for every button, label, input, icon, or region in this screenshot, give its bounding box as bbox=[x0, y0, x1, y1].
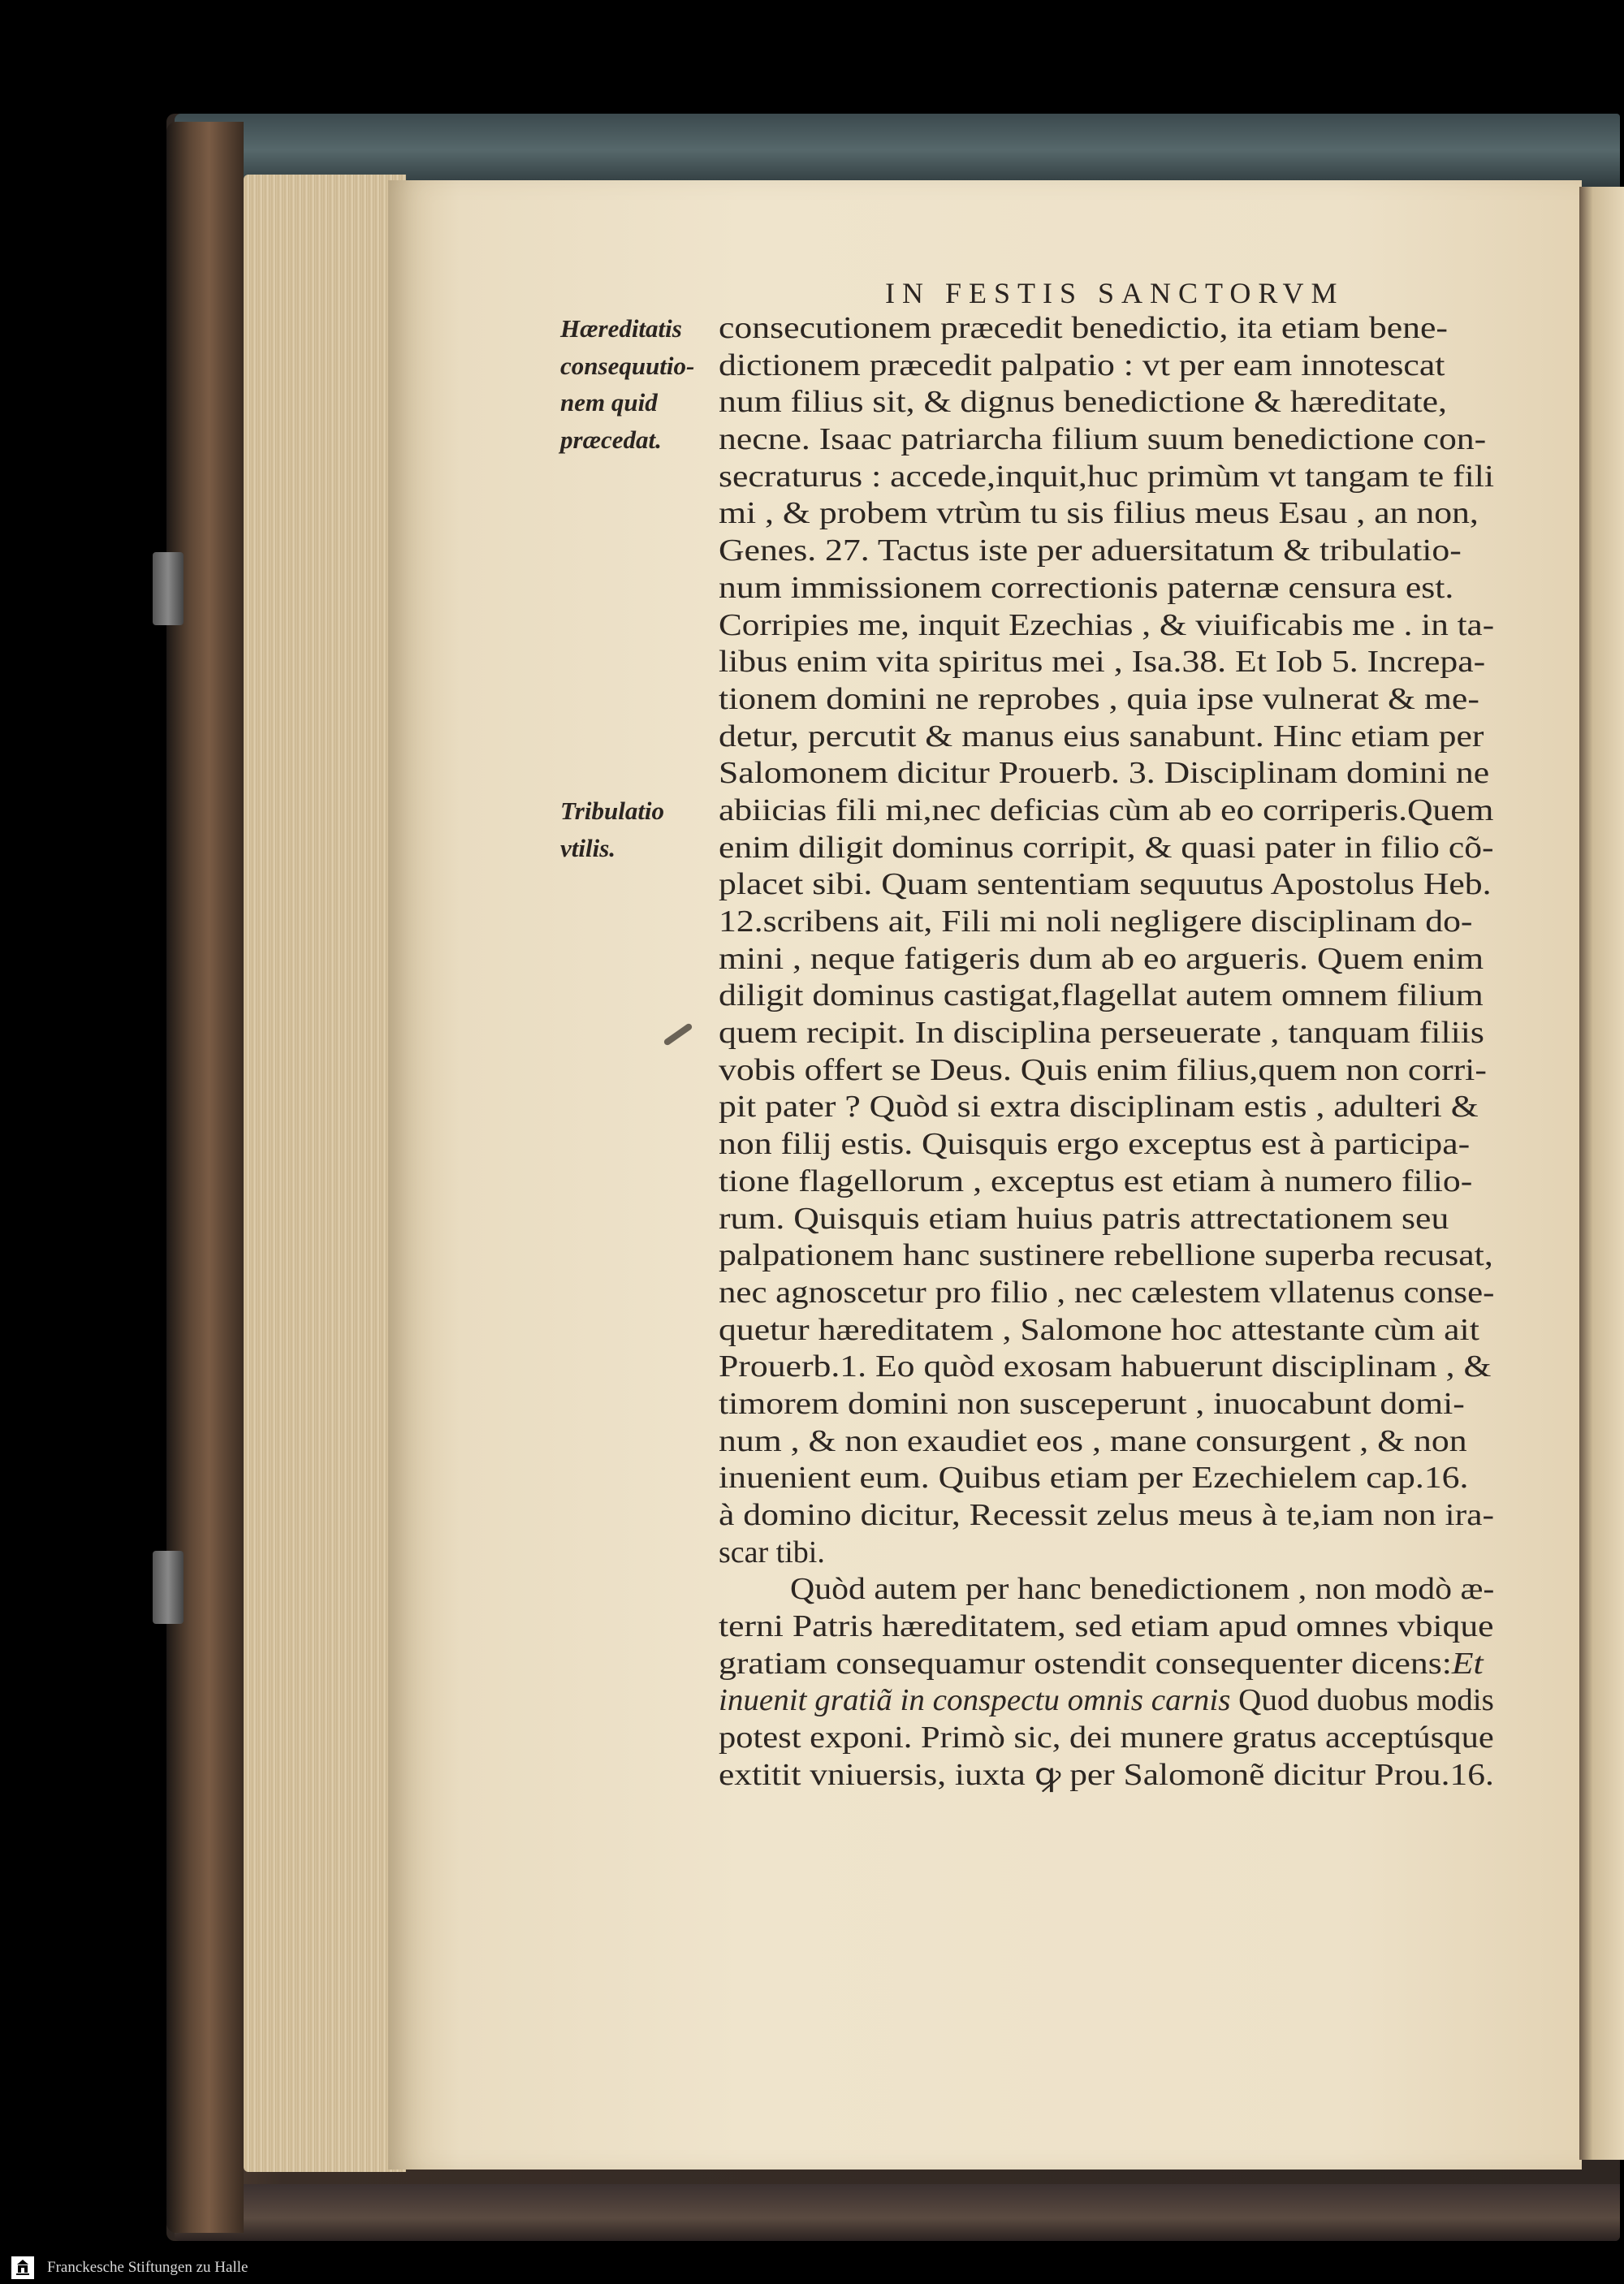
margin-note-line: consequutio- bbox=[560, 351, 695, 380]
text-line: libus enim vita spiritus mei , Isa.38. Et Iob 5. Increpa- bbox=[719, 645, 1486, 680]
margin-note-tribulation bbox=[560, 792, 723, 866]
text-line: rum. Quisquis etiam huius patris attrectationem seu bbox=[719, 1201, 1449, 1236]
facing-page-edge bbox=[1579, 187, 1624, 2160]
institution-logo-icon bbox=[11, 2256, 34, 2279]
text-line: scar tibi. bbox=[719, 1535, 825, 1569]
text-line: dictionem præcedit palpatio : vt per eam innotescat bbox=[719, 348, 1445, 382]
margin-note-line: vtilis. bbox=[560, 833, 616, 862]
text-span: Quod duobus modis bbox=[1230, 1683, 1494, 1718]
text-line: placet sibi. Quam sententiam sequutus Apostolus Heb. bbox=[719, 867, 1492, 902]
text-line: mini , neque fatigeris dum ab eo argueris. Quem enim bbox=[719, 941, 1484, 976]
text-line: Corripies me, inquit Ezechias , & viuificabis me . in ta- bbox=[719, 607, 1495, 642]
text-line: Genes. 27. Tactus iste per aduersitatum & tribulatio- bbox=[719, 533, 1462, 568]
text-line: consecutionem præcedit benedictio, ita etiam bene- bbox=[719, 311, 1448, 345]
text-line: à domino dicitur, Recessit zelus meus à te,iam non ira- bbox=[719, 1498, 1495, 1532]
text-line: quem recipit. In disciplina perseuerate , tanquam filiis bbox=[719, 1016, 1484, 1051]
text-line: enim diligit dominus corripit, & quasi pater in filio cõ- bbox=[719, 830, 1494, 865]
margin-note-line: Hæreditatis bbox=[560, 314, 682, 343]
text-line: timorem domini non susceperunt , inuocabunt domi- bbox=[719, 1386, 1465, 1421]
margin-note-line: nem quid bbox=[560, 388, 658, 417]
text-line: diligit dominus castigat,flagellat autem omnem filium bbox=[719, 978, 1484, 1013]
text-line: potest exponi. Primò sic, dei munere gratus acceptúsque bbox=[719, 1721, 1494, 1755]
text-line: Quòd autem per hanc benedictionem , non modò æ- bbox=[790, 1572, 1495, 1607]
text-line: nec agnoscetur pro filio , nec cælestem vllatenus conse- bbox=[719, 1275, 1495, 1310]
text-line-mixed bbox=[719, 1682, 1494, 1720]
text-line: quetur hæreditatem , Salomone hoc attestante cùm ait bbox=[719, 1312, 1479, 1347]
text-line: terni Patris hæreditatem, sed etiam apud omnes vbique bbox=[719, 1609, 1494, 1644]
text-line: 12.scribens ait, Fili mi noli negligere disciplinam do- bbox=[719, 905, 1473, 939]
text-line-mixed bbox=[719, 1646, 1484, 1683]
margin-note-line: præcedat. bbox=[560, 425, 662, 455]
book-cover-bottom-edge bbox=[175, 2184, 1620, 2241]
text-span: gratiam consequamur ostendit consequenter dicens: bbox=[719, 1646, 1452, 1681]
text-line: necne. Isaac patriarcha filium suum benedictione con- bbox=[719, 422, 1487, 457]
text-line: tionem domini ne reprobes , quia ipse vulnerat & me- bbox=[719, 681, 1479, 716]
margin-note-inheritance bbox=[560, 310, 723, 459]
margin-note-line: Tribulatio bbox=[560, 797, 665, 825]
book-spine bbox=[166, 122, 244, 2233]
running-head: IN FESTIS SANCTORVM bbox=[885, 277, 1345, 309]
text-line: num , & non exaudiet eos , mane consurgent , & non bbox=[719, 1423, 1467, 1458]
text-line: Salomonem dicitur Prouerb. 3. Disciplinam domini ne bbox=[719, 756, 1490, 791]
text-line: num filius sit, & dignus benedictione & hæreditate, bbox=[719, 385, 1447, 420]
clasp-upper bbox=[153, 552, 184, 625]
footer-credit: Franckesche Stiftungen zu Halle bbox=[47, 2259, 248, 2276]
text-line: secraturus : accede,inquit,huc primùm vt tangam te fili bbox=[719, 459, 1495, 494]
text-line: non filij estis. Quisquis ergo exceptus est à participa- bbox=[719, 1127, 1471, 1162]
text-line: vobis offert se Deus. Quis enim filius,quem non corri- bbox=[719, 1052, 1487, 1087]
text-line: mi , & probem vtrùm tu sis filius meus Esau , an non, bbox=[719, 496, 1479, 531]
text-line: pit pater ? Quòd si extra disciplinam estis , adulteri & bbox=[719, 1090, 1479, 1125]
clasp-lower bbox=[153, 1551, 184, 1624]
text-line: palpationem hanc sustinere rebellione superba recusat, bbox=[719, 1238, 1493, 1273]
page-stack-edge bbox=[244, 175, 406, 2172]
text-line: inuenient eum. Quibus etiam per Ezechielem cap.16. bbox=[719, 1461, 1469, 1496]
text-line: num immissionem correctionis paternæ censura est. bbox=[719, 570, 1454, 605]
italic-span: Et bbox=[1451, 1646, 1484, 1681]
italic-span: inuenit gratiã in conspectu omnis carnis bbox=[719, 1683, 1231, 1718]
text-line: abiicias fili mi,nec deficias cùm ab eo corriperis.Quem bbox=[719, 792, 1494, 827]
body-text bbox=[719, 310, 1498, 1794]
text-line: Prouerb.1. Eo quòd exosam habuerunt disciplinam , & bbox=[719, 1349, 1492, 1384]
text-line: tione flagellorum , exceptus est etiam à numero filio- bbox=[719, 1164, 1473, 1198]
text-line: detur, percutit & manus eius sanabunt. Hinc etiam per bbox=[719, 719, 1484, 753]
text-line: extitit vniuersis, iuxta ꝙ per Salomonẽ dicitur Prou.16. bbox=[719, 1757, 1494, 1792]
footer-bar bbox=[0, 2252, 1624, 2284]
